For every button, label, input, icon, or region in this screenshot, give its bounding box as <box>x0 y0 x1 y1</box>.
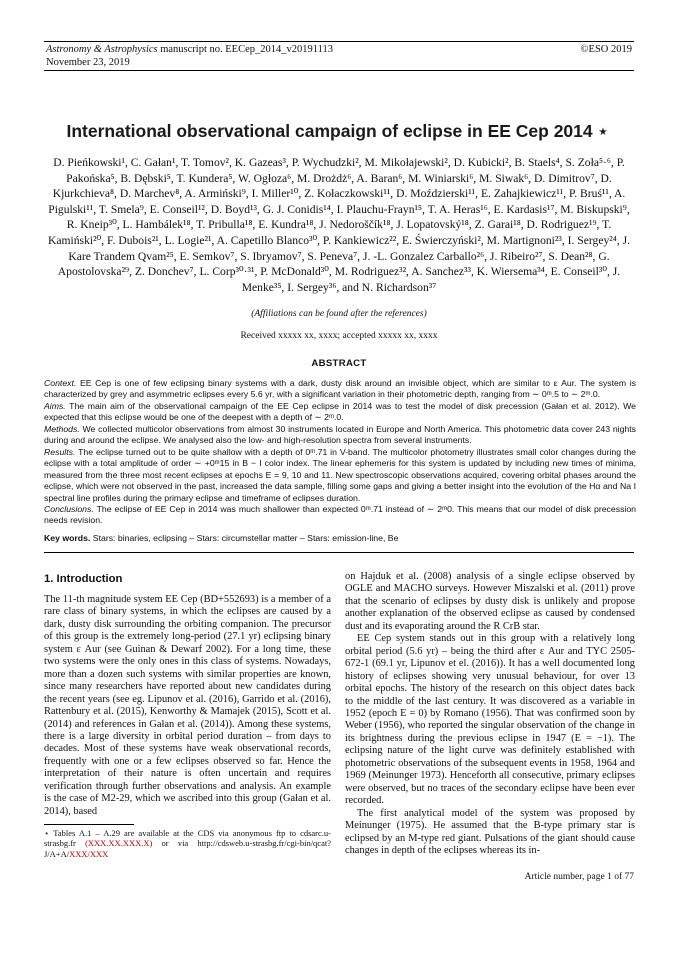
page-number: Article number, page 1 of 77 <box>524 872 634 882</box>
aims-label: Aims. <box>44 400 66 411</box>
keywords-text: Stars: binaries, eclipsing – Stars: circumstellar matter – Stars: emission-line, Be <box>92 533 399 543</box>
context-text: EE Cep is one of few eclipsing binary systems with a dark, dusty disk around an invisible object, which are similar to ε Aur. The system is characterized by grey and asymmetric eclipses every 5.6 yr, with a significant variation in their photometric depth, ranging from ∼ 0ᵐ.5 to ∼ 2ᵐ.0. <box>44 378 636 400</box>
keywords-label: Key words. <box>44 533 91 543</box>
conclusions-text: The eclipse of EE Cep in 2014 was much shallower than expected 0ᵐ.71 instead of ∼ 2ᵐ0. This means that our model of disk precession needs revision. <box>44 503 637 526</box>
methods-text: We collected multicolor observations from almost 30 instruments located in Europe and North America. This photometric data cover 243 nights during and around the eclipse. We analysed also the low- and high-resolution spectra from several instruments. <box>44 423 636 446</box>
intro-paragraph-1: The 11-th magnitude system EE Cep (BD+552693) is a member of a rare class of binary systems, in which the eclipses are caused by a dark, dusty disk surrounding the orbiting companion. The precursor of this group is the extremely long-period (27.1 yr) eclipsing binary system ε Aur (see Guinan & Dewarf 2002). For a long time, these two systems were the only ones in this class of systems. Nowadays, more than a dozen such systems with similar properties are known, since many researchers have reported about new candidates during the recent years (see eg. Lipunov et al. (2016), Garrido et al. (2016), Rattenbury et al. (2015), Kenworthy & Mamajek (2015), Scott et al. (2014) and references in Gałan et al. (2014)). Among these systems, there is a large diversity in orbital period duration – from days to decades. Most of these systems have weak observational records, frequently with one or a few eclipses observed so far. Hence the interpretation of their nature is often uncertain and requires verification through further observations and analysis. An example is the case of M2-29, which we ascribed into this group (Gałan et al. 2014), based <box>44 594 331 817</box>
abstract-divider <box>44 552 634 553</box>
received-dates: Received xxxxx xx, xxxx; accepted xxxxx xx, xxxx <box>240 331 438 341</box>
keywords <box>44 533 636 543</box>
footnote-text-a: Tables A.1 – A.29 are available at the CDS via anonymous ftp to cdsarc.u-strasbg.fr <box>44 828 331 849</box>
header-copyright: ©ESO 2019 <box>580 44 632 55</box>
manuscript-id: manuscript no. EECep_2014_v20191113 <box>160 44 333 55</box>
left-column <box>44 594 331 818</box>
right-column <box>345 571 635 857</box>
affiliations-note: (Affiliations can be found after the references) <box>251 309 427 319</box>
results-label: Results. <box>44 446 76 457</box>
methods-label: Methods. <box>44 423 80 434</box>
abstract-results <box>44 447 636 504</box>
abstract-body <box>44 378 636 527</box>
intro-paragraph-4: The first analytical model of the system was proposed by Meinunger (1975). He assumed that the B-type primary star is eclipsed by an M-type red giant. Pulsations of the giant should cause changes in depth of the eclipses whereas its in- <box>345 807 635 856</box>
section-heading-introduction: 1. Introduction <box>44 573 123 585</box>
author-list: D. Pieńkowski¹, C. Gałan¹, T. Tomov², K. Gazeas³, P. Wychudzki², M. Mikołajewski², D. Kubicki², B. Staels⁴, S. Zoła⁵·⁶, P. Pakońska⁵, B. Dębski⁵, T. Kundera⁵, W. Ogłoza⁶, M. Drożdż⁶, A. Baran⁶, M. Winiarski⁶, M. Siwak⁶, D. Dimitrov⁷, D. Kjurkchieva⁸, D. Marchev⁸, A. Armiński⁹, I. Miller¹⁰, Z. Kołaczkowski¹¹, D. Moździerski¹¹, E. Zahajkiewicz¹¹, P. Bruś¹¹, A. Pigulski¹¹, T. Smela⁹, E. Conseil¹², D. Boyd¹³, G. J. Conidis¹⁴, I. Plauchu-Frayn¹⁵, T. A. Heras¹⁶, E. Kardasis¹⁷, M. Biskupski⁹, R. Kneip³⁰, L. Hambálek¹⁸, T. Pribulla¹⁸, E. Kundra¹⁸, J. Nedoroščík¹⁸, J. Lopatovský¹⁸, Z. Garai¹⁸, D. Rodriguez¹⁹, T. Kamiński²⁰, F. Dubois²¹, L. Logie²¹, A. Capetillo Blanco³⁰, P. Kankiewicz²², E. Świerczyński², M. Martignoni²³, I. Sergey²⁴, J. Kare Trandem Qvam²⁵, E. Semkov⁷, S. Ibryamov⁷, S. Peneva⁷, J. -L. Gonzalez Carballo²⁶, J. Ribeiro²⁷, S. Dean²⁸, G. Apostolovska²⁹, Z. Donchev⁷, L. Corp³⁰·³¹, P. McDonald³⁰, M. Rodriguez³², A. Sanchez³³, K. Wiersema³⁴, E. Conseil³⁰, J. Menke³⁵, I. Sergey³⁶, and N. Richardson³⁷ <box>48 156 631 294</box>
header-date: November 23, 2019 <box>46 57 130 68</box>
conclusions-label: Conclusions. <box>44 503 94 514</box>
journal-name: Astronomy & Astrophysics <box>46 44 158 55</box>
footnote <box>44 828 331 859</box>
footnote-link-ip[interactable]: (XXX.XX.XXX.X) <box>85 838 153 849</box>
footnote-text-b: or via http://cdsweb.u-strasbg.fr/cgi-bin/qcat?J/A+A/ <box>44 838 331 859</box>
title-star-icon: ⋆ <box>597 121 609 141</box>
results-text: The eclipse turned out to be quite shallow with a depth of 0ᵐ.71 in V-band. The multicolor photometry illustrates small color changes during the eclipse with a total amplitude of order ∼ +0ᵐ15 in B − I color index. The linear ephemeris for this system is updated by including new times of minima, measured from the three most recent eclipses at epochs E = 9, 10 and 11. New spectroscopic observations acquired, covering orbital phases around the eclipse, which were not observed in the past, increased the data sample, filling some gaps and giving a better insight into the evolution of the Hα and Na I spectral line profiles during the primary eclipse and timeframe of eclipses duration. <box>44 446 637 503</box>
abstract-conclusions <box>44 504 636 527</box>
footnote-star-icon: ⋆ <box>44 828 50 838</box>
paper-title <box>30 121 645 142</box>
aims-text: The main aim of the observational campaign of the EE Cep eclipse in 2014 was to test the model of disk precession (Gałan et al. 2012). We expected that this eclipse would be one of the deepest with a depth of ∼ 2ᵐ.0. <box>44 400 636 423</box>
abstract-methods <box>44 424 636 447</box>
footnote-divider <box>44 824 134 825</box>
abstract-aims <box>44 401 636 424</box>
paper-title-text: International observational campaign of eclipse in EE Cep 2014 <box>66 121 593 141</box>
footnote-link-path[interactable]: XXX/XXX <box>69 848 109 859</box>
running-header <box>44 41 634 71</box>
abstract-heading: ABSTRACT <box>311 358 367 369</box>
intro-paragraph-3: EE Cep system stands out in this group with a relatively long orbital period (5.6 yr) – being the third after ε Aur and TYC 2505-672-1 (69.1 yr, Lipunov et el. (2016)). It has a well documented long history of eclipses showing very unusual behaviour, for over 13 orbital epochs. The history of the research on this object dates back to the middle of the last century. It was discovered as a variable in 1952 (epoch E = 0) by Romano (1956). That was confirmed soon by Weber (1956), who reported the singular observation of the change in its brightness during the previous eclipse in 1947 (E = −1). The eclipsing nature of the light curve was definitely established with photometric observations of the subsequent events in 1958, 1964 and 1969 (Meinunger 1973). Henceforth all consecutive, primary eclipses were observed, but no traces of the secondary eclipse have been ever recorded. <box>345 633 635 807</box>
intro-paragraph-2: on Hajduk et al. (2008) analysis of a single eclipse observed by OGLE and MACHO surveys. However Miszalski et al. (2011) prove that the scenario of eclipses by dusty disk is unlikely and propose another explanation of the observed eclipse as caused by condensed dust and its evaporating around the R CrB star. <box>345 571 635 632</box>
abstract-context <box>44 378 636 401</box>
context-label: Context. <box>44 378 77 388</box>
header-journal-line <box>46 43 333 56</box>
